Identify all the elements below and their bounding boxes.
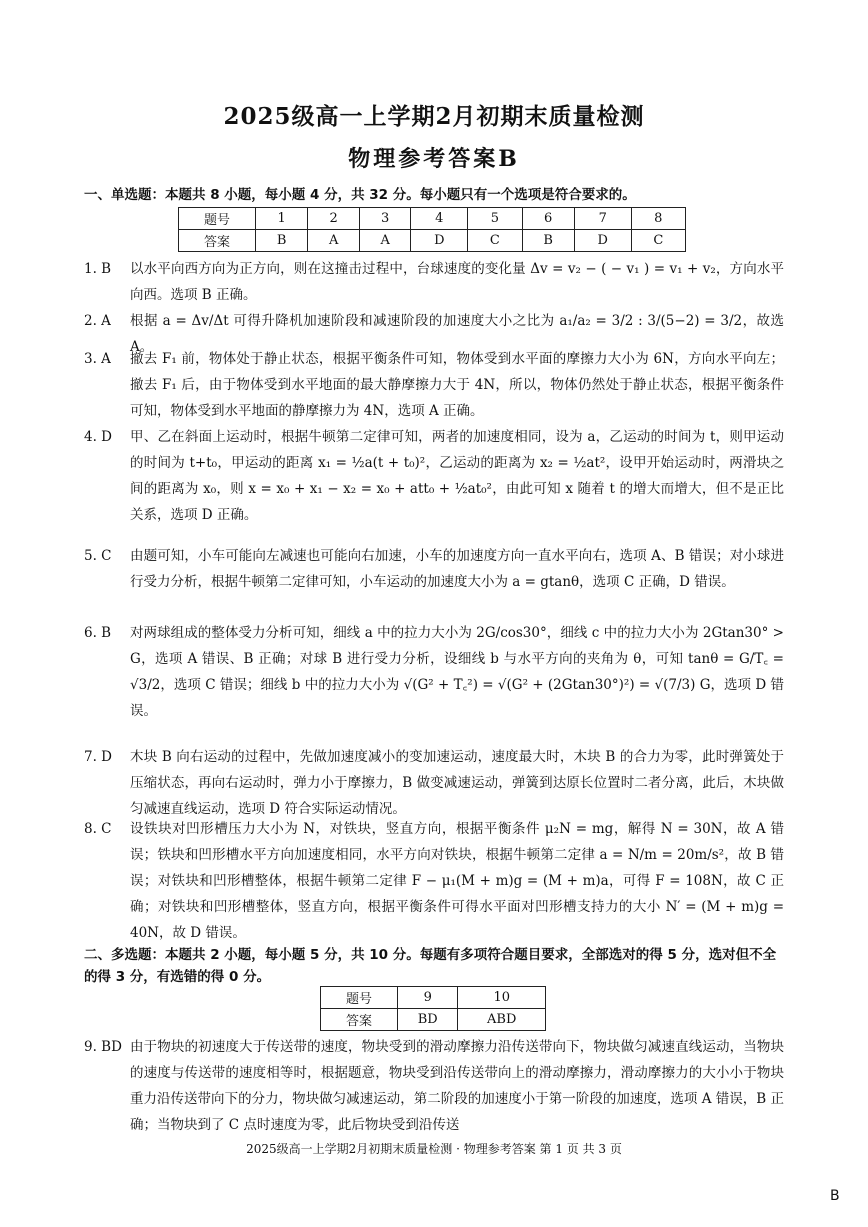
version-mark: B: [830, 1188, 840, 1204]
section2-answer-table: [320, 986, 546, 1031]
table-cell: 5: [468, 208, 522, 230]
table-cell: 10: [458, 987, 546, 1009]
table-header-cell: 答案: [321, 1009, 398, 1031]
table-cell: C: [468, 230, 522, 252]
table-cell: 3: [359, 208, 411, 230]
question-number: 5. C: [84, 548, 112, 564]
question-explanation: 以水平向西方向为正方向，则在这撞击过程中，台球速度的变化量 Δv = v₂ − ( − v₁ ) = v₁ + v₂，方向水平向西。选项 B 正确。: [130, 261, 784, 303]
table-cell: ABD: [458, 1009, 546, 1031]
question-1: [84, 256, 784, 308]
question-explanation: 甲、乙在斜面上运动时，根据牛顿第二定律可知，两者的加速度相同，设为 a，乙运动的时间为 t，则甲运动的时间为 t+t₀，甲运动的距离 x₁ = ½a(t + t₀)²，乙运动的距离为 x₂ = ½at²，设甲开始运动时，两滑块之间的距离为 x₀，则 x = x₀ + x₁ − x₂ = x₀ + att₀ + ½at₀²，由此可知 x 随着 t 的增大而增大，但不是正比关系，选项 D 正确。: [130, 429, 784, 523]
question-explanation: 对两球组成的整体受力分析可知，细线 a 中的拉力大小为 2G/cos30°，细线 c 中的拉力大小为 2Gtan30° > G，选项 A 错误、B 正确；对球 B 进行受力分析，设细线 b 与水平方向的夹角为 θ，可知 tanθ = G/T꜀ = √3/2，选项 C 错误；细线 b 中的拉力大小为 √(G² + T꜀²) = √(G² + (2Gtan30°)²) = √(7/3) G，选项 D 错误。: [130, 625, 784, 719]
table-cell: 9: [398, 987, 458, 1009]
question-4: [84, 424, 784, 528]
question-explanation: 根据 a = Δv/Δt 可得升降机加速阶段和减速阶段的加速度大小之比为 a₁/a₂ = 3/2 : 3/(5−2) = 3/2，故选 A。: [130, 313, 784, 355]
table-cell: B: [256, 230, 308, 252]
table-cell: 1: [256, 208, 308, 230]
page-footer: 2025级高一上学期2月初期末质量检测 · 物理参考答案 第 1 页 共 3 页: [246, 1142, 622, 1156]
question-number: 1. B: [84, 261, 112, 277]
table-cell: 6: [522, 208, 574, 230]
table-cell: 4: [411, 208, 468, 230]
question-9: [84, 1034, 784, 1138]
question-number: 7. D: [84, 749, 112, 765]
question-explanation: 木块 B 向右运动的过程中，先做加速度减小的变加速运动，速度最大时，木块 B 的合力为零，此时弹簧处于压缩状态，再向右运动时，弹力小于摩擦力，B 做变减速运动，弹簧到达原长位置时二者分离，此后，木块做匀减速直线运动，选项 D 符合实际运动情况。: [130, 749, 784, 817]
table-header-cell: 题号: [321, 987, 398, 1009]
section2-heading: 二、多选题：本题共 2 小题，每小题 5 分，共 10 分。每题有多项符合题目要求，全部选对的得 5 分，选对但不全的得 3 分，有选错的得 0 分。: [84, 947, 777, 985]
table-cell: BD: [398, 1009, 458, 1031]
table-cell: 2: [308, 208, 360, 230]
question-3: [84, 346, 784, 424]
question-explanation: 由于物块的初速度大于传送带的速度，物块受到的滑动摩擦力沿传送带向下，物块做匀减速直线运动，当物块的速度与传送带的速度相等时，根据题意，物块受到沿传送带向上的滑动摩擦力，滑动摩擦力的大小小于物块重力沿传送带向下的分力，物块做匀减速运动，第二阶段的加速度小于第一阶段的加速度，选项 A 错误，B 正确；当物块到了 C 点时速度为零，此后物块受到沿传送: [130, 1039, 784, 1133]
table-row: [179, 230, 686, 252]
table-header-cell: 答案: [179, 230, 256, 252]
table-cell: C: [631, 230, 685, 252]
question-number: 4. D: [84, 429, 112, 445]
question-5: [84, 543, 784, 595]
question-7: [84, 744, 784, 822]
question-explanation: 设铁块对凹形槽压力大小为 N，对铁块，竖直方向，根据平衡条件 μ₂N = mg，解得 N = 30N，故 A 错误；铁块和凹形槽水平方向加速度相同，水平方向对铁块，根据牛顿第二定律 a = N/m = 20m/s²，故 B 错误；对铁块和凹形槽整体，根据牛顿第二定律 F − μ₁(M + m)g = (M + m)a，可得 F = 108N，故 C 正确；对铁块和凹形槽整体，竖直方向，根据平衡条件可得水平面对凹形槽支持力的大小 N′ = (M + m)g = 40N，故 D 错误。: [130, 821, 784, 941]
question-number: 6. B: [84, 625, 112, 641]
table-row: [321, 1009, 546, 1031]
table-cell: D: [574, 230, 631, 252]
section1-answer-table: [178, 207, 686, 252]
section1-heading: 一、单选题：本题共 8 小题，每小题 4 分，共 32 分。每小题只有一个选项是符合要求的。: [84, 187, 636, 203]
table-cell: A: [308, 230, 360, 252]
question-number: 9. BD: [84, 1039, 122, 1055]
table-cell: B: [522, 230, 574, 252]
table-cell: 8: [631, 208, 685, 230]
question-number: 3. A: [84, 351, 111, 367]
question-8: [84, 816, 784, 946]
table-row: [179, 208, 686, 230]
exam-title: 2025级高一上学期2月初期末质量检测: [223, 103, 645, 130]
question-explanation: 由题可知，小车可能向左减速也可能向右加速，小车的加速度方向一直水平向右，选项 A、B 错误；对小球进行受力分析，根据牛顿第二定律可知，小车运动的加速度大小为 a = gtanθ，选项 C 正确，D 错误。: [130, 548, 784, 590]
answer-subtitle: 物理参考答案B: [348, 146, 520, 172]
table-cell: A: [359, 230, 411, 252]
question-number: 2. A: [84, 313, 111, 329]
table-cell: 7: [574, 208, 631, 230]
table-header-cell: 题号: [179, 208, 256, 230]
table-cell: D: [411, 230, 468, 252]
question-6: [84, 620, 784, 724]
question-number: 8. C: [84, 821, 112, 837]
table-row: [321, 987, 546, 1009]
question-explanation: 撤去 F₁ 前，物体处于静止状态，根据平衡条件可知，物体受到水平面的摩擦力大小为 6N，方向水平向左；撤去 F₁ 后，由于物体受到水平地面的最大静摩擦力大于 4N，所以，物体仍然处于静止状态，根据平衡条件可知，物体受到水平地面的静摩擦力为 4N，选项 A 正确。: [130, 351, 784, 419]
